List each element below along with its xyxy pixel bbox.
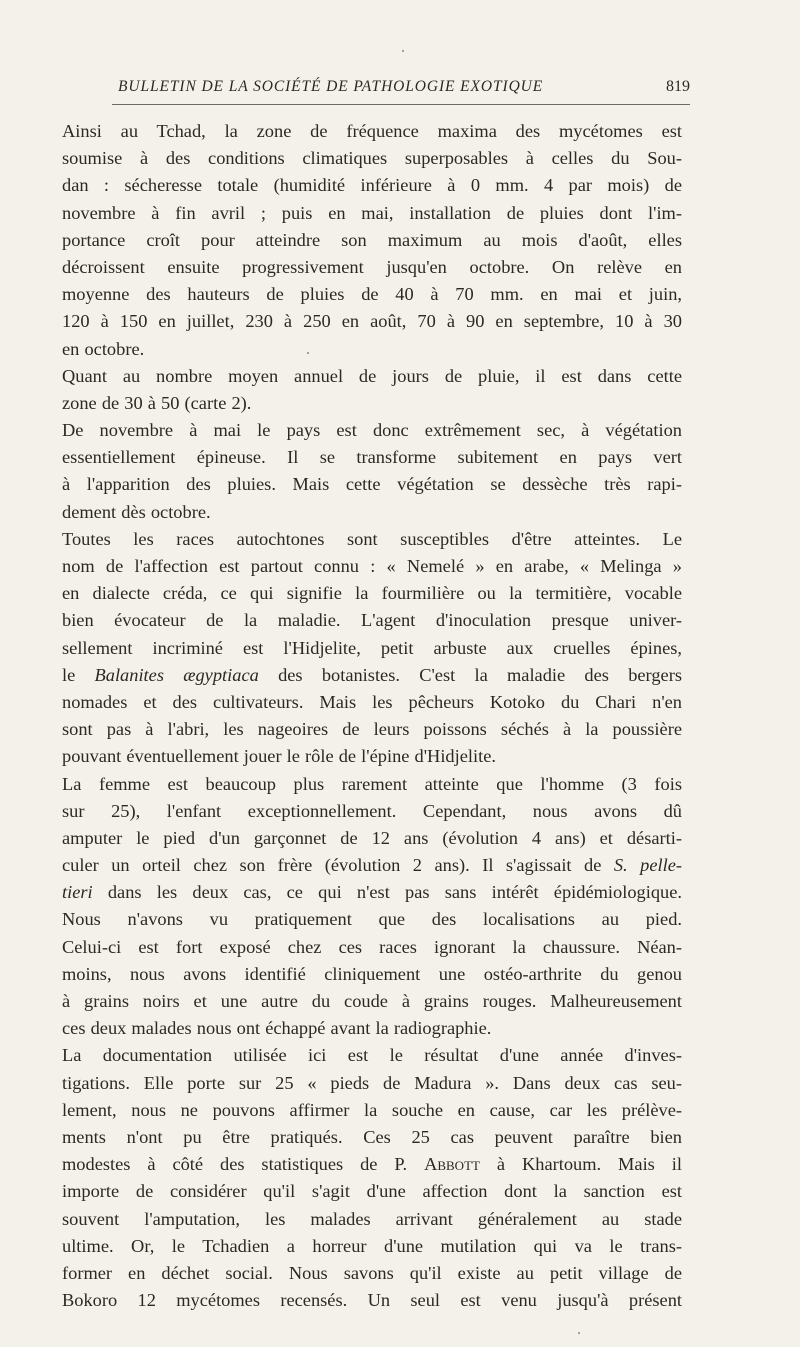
text-line: La documentation utilisée ici est le résultat d'une année d'inves- <box>62 1045 682 1066</box>
text-line: Bokoro 12 mycétomes recensés. Un seul est venu jusqu'à présent <box>62 1290 682 1311</box>
text-run: culer un orteil chez son frère (évolution 2 ans). Il s'agissait de <box>62 855 614 876</box>
text-line: souvent l'amputation, les malades arrivant généralement au stade <box>62 1208 682 1229</box>
text-line: à l'apparition des pluies. Mais cette végétation se dessèche très rapi- <box>62 474 682 495</box>
text-line: sellement incriminé est l'Hidjelite, petit arbuste aux cruelles épines, <box>62 637 682 658</box>
text-line: ultime. Or, le Tchadien a horreur d'une mutilation qui va le trans- <box>62 1235 682 1256</box>
author-name: Abbott <box>424 1154 480 1175</box>
text-line: essentiellement épineuse. Il se transforme subitement en pays vert <box>62 447 682 468</box>
text-line: Ainsi au Tchad, la zone de fréquence maxima des mycétomes est <box>62 121 682 141</box>
paper-speck <box>307 352 309 354</box>
text-line: Nous n'avons vu pratiquement que des localisations au pied. <box>62 909 682 930</box>
species-name: S. pelle- <box>613 855 682 876</box>
running-title: BULLETIN DE LA SOCIÉTÉ DE PATHOLOGIE EXOTIQUE <box>118 78 544 95</box>
text-line: nomades et des cultivateurs. Mais les pêcheurs Kotoko du Chari n'en <box>62 691 682 712</box>
text-line: moyenne des hauteurs de pluies de 40 à 70 mm. en mai et juin, <box>62 284 682 305</box>
text-run: à Khartoum. Mais il <box>479 1154 682 1175</box>
text-run: des botanistes. C'est la maladie des bergers <box>258 664 682 685</box>
text-line: 120 à 150 en juillet, 230 à 250 en août, 70 à 90 en septembre, 10 à 30 <box>62 311 682 332</box>
text-line: en dialecte créda, ce qui signifie la fourmilière ou la termitière, vocable <box>62 583 682 604</box>
text-line: novembre à fin avril ; puis en mai, installation de pluies dont l'im- <box>62 202 682 223</box>
text-line <box>62 879 682 906</box>
text-line: portance croît pour atteindre son maximum au mois d'août, elles <box>62 229 682 250</box>
text-line: bien évocateur de la maladie. L'agent d'inoculation presque univer- <box>62 610 682 631</box>
text-line: Quant au nombre moyen annuel de jours de pluie, il est dans cette <box>62 365 682 386</box>
text-line: sur 25), l'enfant exceptionnellement. Cependant, nous avons dû <box>62 800 682 821</box>
page-number: 819 <box>666 78 690 95</box>
text-line: tigations. Elle porte sur 25 « pieds de Madura ». Dans deux cas seu- <box>62 1072 682 1093</box>
text-line: nom de l'affection est partout connu : « Nemelé » en arabe, « Melinga » <box>62 556 682 576</box>
species-name: tieri <box>62 882 93 903</box>
text-line: à grains noirs et une autre du coude à grains rouges. Malheureusement <box>62 991 682 1011</box>
text-line: De novembre à mai le pays est donc extrêmement sec, à végétation <box>62 420 682 441</box>
text-run: le <box>62 664 95 685</box>
text-line: former en déchet social. Nous savons qu'il existe au petit village de <box>62 1262 682 1283</box>
text-line: La femme est beaucoup plus rarement atteinte que l'homme (3 fois <box>62 773 682 794</box>
text-line <box>62 662 682 689</box>
text-line: Toutes les races autochtones sont susceptibles d'être atteintes. Le <box>62 528 682 549</box>
body-text <box>62 118 682 1314</box>
header-rule <box>112 104 690 105</box>
species-name: Balanites ægyptiaca <box>94 664 259 685</box>
text-line: zone de 30 à 50 (carte 2). <box>62 392 252 413</box>
text-line <box>62 852 682 879</box>
text-line <box>62 1151 682 1178</box>
running-header <box>112 76 690 104</box>
text-line: dan : sécheresse totale (humidité inférieure à 0 mm. 4 par mois) de <box>62 175 682 196</box>
text-line: importe de considérer qu'il s'agit d'une affection dont la sanction est <box>62 1181 682 1202</box>
paper-speck <box>578 1332 580 1334</box>
text-line: ces deux malades nous ont échappé avant la radiographie. <box>62 1018 492 1039</box>
text-line: moins, nous avons identifié cliniquement une ostéo-arthrite du genou <box>62 963 682 984</box>
text-run: modestes à côté des statistiques de P. <box>62 1154 425 1175</box>
text-line: amputer le pied d'un garçonnet de 12 ans (évolution 4 ans) et désarti- <box>62 827 682 848</box>
text-line: Celui-ci est fort exposé chez ces races ignorant la chaussure. Néan- <box>62 936 682 957</box>
text-line: dement dès octobre. <box>62 501 211 522</box>
text-line: en octobre. <box>62 338 145 359</box>
text-line: décroissent ensuite progressivement jusqu'en octobre. On relève en <box>62 256 682 277</box>
text-run: dans les deux cas, ce qui n'est pas sans intérêt épidémiologique. <box>92 882 682 903</box>
text-line: soumise à des conditions climatiques superposables à celles du Sou- <box>62 148 682 169</box>
text-line: sont pas à l'abri, les nageoires de leurs poissons séchés à la poussière <box>62 719 682 740</box>
text-line: lement, nous ne pouvons affirmer la souche en cause, car les prélève- <box>62 1099 682 1120</box>
text-line: pouvant éventuellement jouer le rôle de l'épine d'Hidjelite. <box>62 746 496 767</box>
text-line: ments n'ont pu être pratiqués. Ces 25 cas peuvent paraître bien <box>62 1126 682 1147</box>
paper-speck <box>402 50 404 52</box>
